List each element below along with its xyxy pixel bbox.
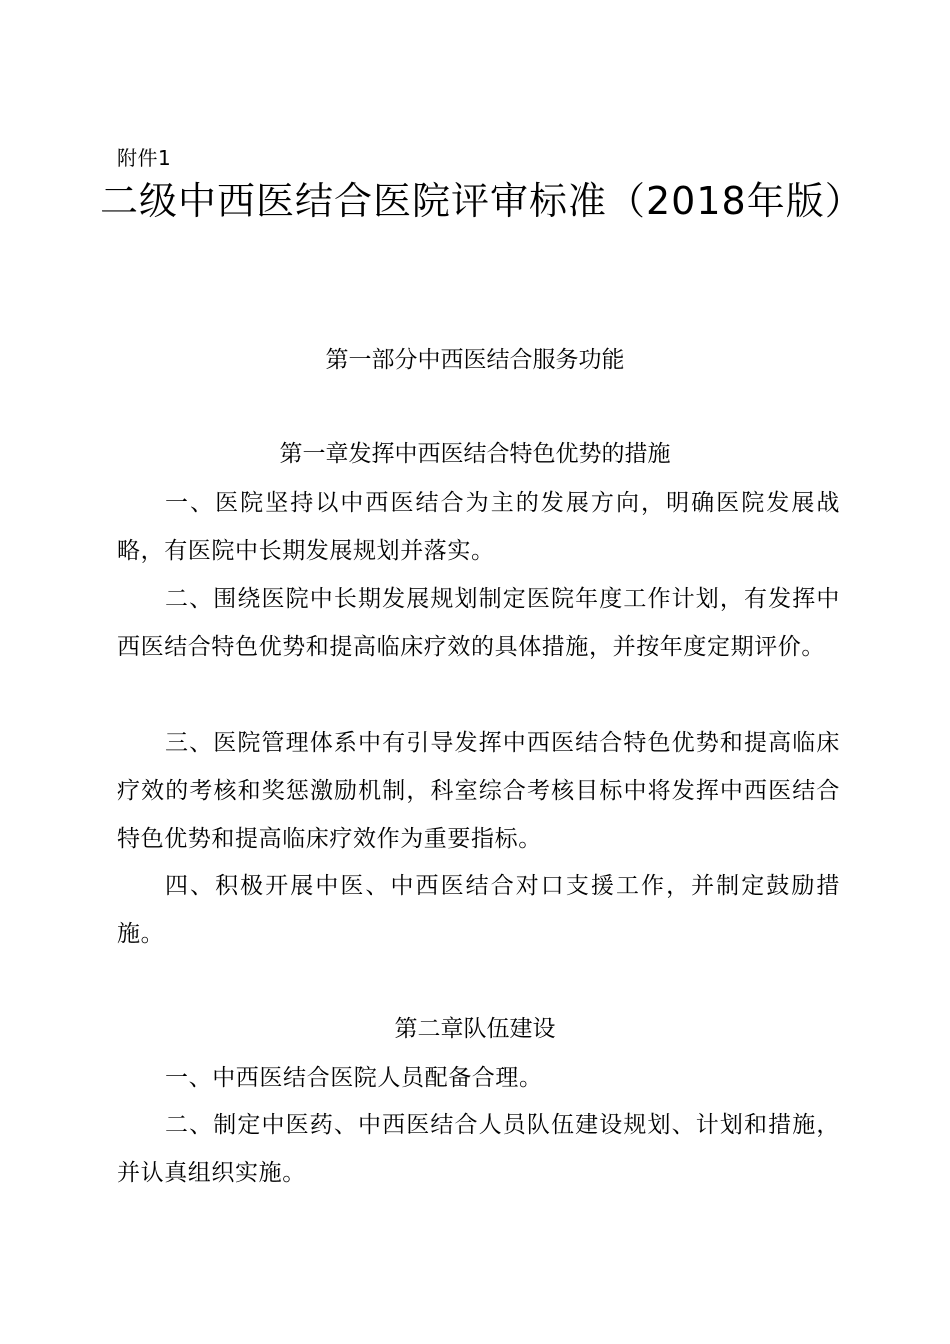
part-title: 第一部分中西医结合服务功能 [325,347,625,373]
paragraph: 一、医院坚持以中西医结合为主的发展方向，明确医院发展战略，有医院中长期发展规划并落实。 [117,490,840,564]
chapter-title: 第一章发挥中西医结合特色优势的措施 [279,441,671,467]
paragraph: 一、中西医结合医院人员配备合理。 [165,1065,543,1091]
paragraph: 四、积极开展中医、中西医结合对口支援工作，并制定鼓励措施。 [117,873,840,947]
paragraph: 二、制定中医药、中西医结合人员队伍建设规划、计划和措施，并认真组织实施。 [117,1112,840,1186]
chapter-title: 第二章队伍建设 [394,1016,556,1042]
document-title: 二级中西医结合医院评审标准（2018年版） [100,179,864,223]
paragraph: 三、医院管理体系中有引导发挥中西医结合特色优势和提高临床疗效的考核和奖惩激励机制，科室综合考核目标中将发挥中西医结合特色优势和提高临床疗效作为重要指标。 [117,730,840,852]
paragraph: 二、围绕医院中长期发展规划制定医院年度工作计划，有发挥中西医结合特色优势和提高临床疗效的具体措施，并按年度定期评价。 [117,586,840,660]
attachment-label: 附件1 [117,146,172,170]
